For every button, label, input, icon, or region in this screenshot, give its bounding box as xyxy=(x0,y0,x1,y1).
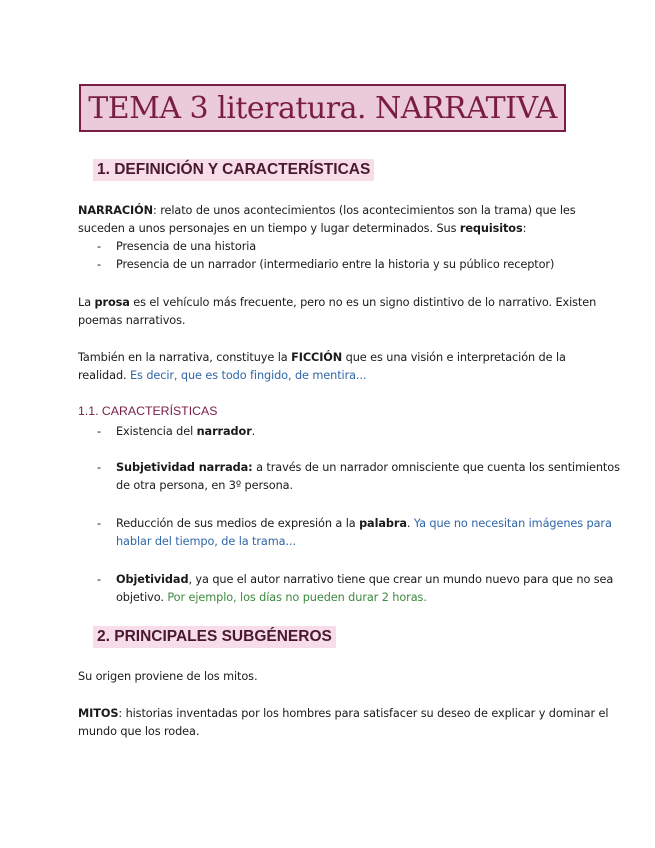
ficcion-end: que es una visión e interpretación de la xyxy=(342,351,566,364)
prosa-term: prosa xyxy=(94,296,130,309)
mitos-text1: : historias inventadas por los hombres para satisfacer su deseo de explicar y dominar el xyxy=(118,707,609,720)
requisito-text: Presencia de un narrador (intermediario entre la historia y su público receptor) xyxy=(116,258,555,271)
i2-bold: Subjetividad narrada: xyxy=(116,461,253,474)
prosa-line2: poemas narrativos. xyxy=(78,314,186,327)
dash: - xyxy=(97,461,101,474)
page-title: TEMA 3 literatura. NARRATIVA xyxy=(88,90,557,126)
section2-heading: 2. PRINCIPALES SUBGÉNEROS xyxy=(93,626,336,648)
i3-dot: . xyxy=(406,517,414,530)
ficcion-text2: realidad. xyxy=(78,369,130,382)
narracion-line2 xyxy=(78,220,578,238)
i4-example: Por ejemplo, los días no pueden durar 2 horas. xyxy=(167,591,427,604)
ficcion-line2 xyxy=(78,367,578,385)
caracteristica-text xyxy=(116,515,612,533)
i1-start: Existencia del xyxy=(116,425,197,438)
origin-text: Su origen proviene de los mitos. xyxy=(78,670,258,683)
narracion-text1: : relato de unos acontecimientos (los acontecimientos son la trama) que les xyxy=(153,204,576,217)
i4-bold: Objetividad xyxy=(116,573,189,586)
requisito-text: Presencia de una historia xyxy=(116,240,257,253)
dash: - xyxy=(97,517,101,530)
dash: - xyxy=(97,425,101,438)
subsection-heading: 1.1. CARACTERÍSTICAS xyxy=(78,404,218,418)
section1-heading: 1. DEFINICIÓN Y CARACTERÍSTICAS xyxy=(93,159,374,181)
mitos-line2: mundo que los rodea. xyxy=(78,725,200,738)
i3-start: Reducción de sus medios de expresión a la xyxy=(116,517,360,530)
i2-text2: de otra persona, en 3º persona. xyxy=(116,479,293,492)
i4-text1: , ya que el autor narrativo tiene que crear un mundo nuevo para que no sea xyxy=(188,573,614,586)
i1-bold: narrador xyxy=(196,425,252,438)
colon: : xyxy=(522,222,527,235)
title-box xyxy=(79,84,566,132)
dash: - xyxy=(97,258,101,271)
i1-end: . xyxy=(251,425,256,438)
caracteristica-text xyxy=(116,571,613,589)
i3-note2: hablar del tiempo, de la trama... xyxy=(116,535,296,548)
requisitos-term: requisitos xyxy=(459,222,523,235)
ficcion-start: También en la narrativa, constituye la xyxy=(78,351,292,364)
i4-line2 xyxy=(116,589,427,607)
i4-text2: objetivo. xyxy=(116,591,168,604)
i3-bold: palabra xyxy=(359,517,407,530)
i3-note1: Ya que no necesitan imágenes para xyxy=(413,517,612,530)
ficcion-term: FICCIÓN xyxy=(291,351,343,364)
ficcion-note: Es decir, que es todo fingido, de mentira... xyxy=(130,369,367,382)
prosa-line1 xyxy=(78,294,597,312)
dash: - xyxy=(97,573,101,586)
prosa-text1: es el vehículo más frecuente, pero no es un signo distintivo de lo narrativo. Existen xyxy=(129,296,597,309)
narracion-term: NARRACIÓN xyxy=(78,204,153,217)
narracion-line1 xyxy=(78,202,578,220)
caracteristica-text xyxy=(116,459,620,477)
i2-text1: a través de un narrador omnisciente que cuenta los sentimientos xyxy=(252,461,620,474)
prosa-start: La xyxy=(78,296,95,309)
mitos-term: MITOS xyxy=(78,707,119,720)
narracion-text2: suceden a unos personajes en un tiempo y lugar determinados. Sus xyxy=(78,222,460,235)
dash: - xyxy=(97,240,101,253)
caracteristica-text xyxy=(116,423,255,441)
ficcion-line1 xyxy=(78,349,578,367)
mitos-line1 xyxy=(78,705,609,723)
